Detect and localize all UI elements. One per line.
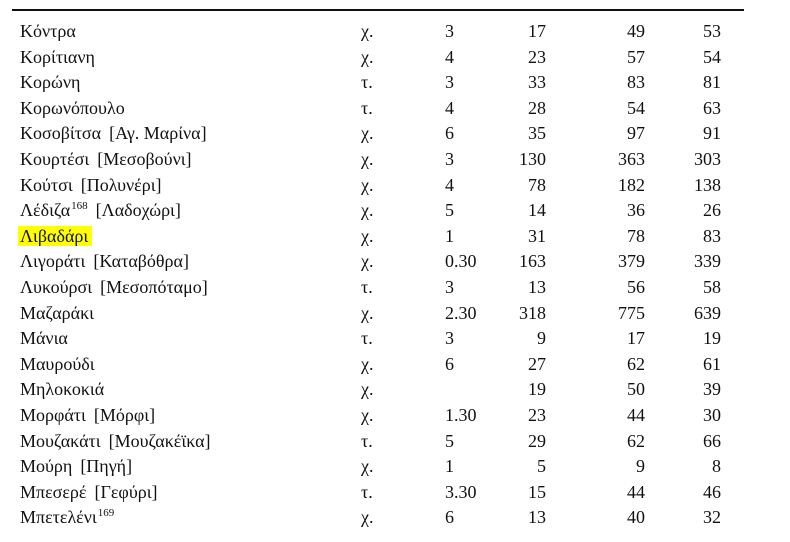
- new-name: [Αγ. Μαρίνα]: [109, 123, 207, 144]
- type-cell: χ.: [361, 148, 374, 169]
- place-name: Μούρη: [20, 456, 73, 477]
- new-name: [Πολυνέρι]: [80, 174, 162, 195]
- place-name: Μπεσερέ: [20, 481, 87, 502]
- new-name: [Μουζακέϊκα]: [108, 430, 211, 451]
- count-cell-2: 40: [627, 507, 645, 528]
- count-cell-3: 8: [712, 456, 721, 477]
- count-cell-2: 57: [627, 46, 645, 67]
- place-name: Κόντρα: [20, 21, 76, 41]
- place-name: Κορωνόπουλο: [20, 97, 125, 118]
- count-cell-1: 13: [528, 507, 546, 528]
- table-row: [0, 147, 790, 173]
- count-cell-1: 14: [528, 200, 546, 221]
- count-cell-2: 62: [627, 353, 645, 374]
- distance-cell: 6: [445, 353, 454, 374]
- type-cell: τ.: [361, 430, 373, 451]
- count-cell-3: 39: [703, 379, 721, 400]
- count-cell-2: 36: [627, 200, 645, 221]
- count-cell-2: 9: [636, 456, 645, 477]
- place-name-cell: [20, 326, 68, 352]
- table-row: [0, 275, 790, 301]
- table-row: [0, 19, 790, 45]
- distance-cell: 1: [445, 456, 454, 477]
- place-name-cell: [20, 454, 132, 480]
- place-name: Μηλοκοκιά: [20, 379, 105, 400]
- new-name: [Πηγή]: [80, 456, 133, 477]
- distance-cell: 4: [445, 174, 454, 195]
- table-row: [0, 249, 790, 275]
- count-cell-2: 775: [618, 302, 645, 323]
- place-name: Μάνια: [20, 328, 68, 349]
- place-name: Μαυρούδι: [20, 353, 95, 374]
- place-name: Κορίτιανη: [20, 46, 95, 67]
- count-cell-3: 54: [703, 46, 721, 67]
- place-name: Κοσοβίτσα: [20, 123, 102, 144]
- type-cell: χ.: [361, 302, 374, 323]
- place-name: Μπετελένι: [20, 507, 97, 528]
- type-cell: χ.: [361, 251, 374, 272]
- count-cell-3: 58: [703, 276, 721, 297]
- count-cell-1: 23: [528, 404, 546, 425]
- table-row: [0, 505, 790, 531]
- count-cell-3: 26: [703, 200, 721, 221]
- count-cell-1: 130: [519, 148, 546, 169]
- place-name-cell: [20, 249, 189, 275]
- count-cell-2: 78: [627, 225, 645, 246]
- place-name-cell: [20, 173, 162, 199]
- place-name-cell: [20, 70, 80, 96]
- count-cell-3: 30: [703, 404, 721, 425]
- table-row: [0, 121, 790, 147]
- count-cell-2: 49: [627, 21, 645, 41]
- distance-cell: 0.30: [445, 251, 477, 272]
- place-name-cell: [20, 429, 211, 455]
- type-cell: τ.: [361, 97, 373, 118]
- count-cell-1: 35: [528, 123, 546, 144]
- type-cell: χ.: [361, 46, 374, 67]
- table-row: [0, 224, 790, 250]
- count-cell-3: 46: [703, 481, 721, 502]
- count-cell-2: 17: [627, 328, 645, 349]
- distance-cell: 5: [445, 200, 454, 221]
- type-cell: χ.: [361, 225, 374, 246]
- table-row: [0, 352, 790, 378]
- count-cell-3: 19: [703, 328, 721, 349]
- table-row: [0, 429, 790, 455]
- type-cell: χ.: [361, 21, 374, 41]
- new-name: [Γεφύρι]: [94, 481, 158, 502]
- table-row: [0, 326, 790, 352]
- table-row: [0, 173, 790, 199]
- place-name-cell: [20, 301, 94, 327]
- place-name-cell: [20, 121, 207, 147]
- type-cell: χ.: [361, 353, 374, 374]
- count-cell-3: 639: [694, 302, 721, 323]
- table-row: [0, 96, 790, 122]
- type-cell: τ.: [361, 481, 373, 502]
- count-cell-3: 63: [703, 97, 721, 118]
- count-cell-1: 13: [528, 276, 546, 297]
- place-name-cell: [20, 224, 92, 250]
- place-name-cell: [20, 45, 95, 71]
- table-row: [0, 454, 790, 480]
- table-row: [0, 198, 790, 224]
- villages-table: [0, 19, 790, 531]
- count-cell-3: 91: [703, 123, 721, 144]
- count-cell-1: 23: [528, 46, 546, 67]
- footnote-number: 168: [71, 200, 88, 213]
- count-cell-1: 9: [537, 328, 546, 349]
- place-name-cell: [20, 352, 95, 378]
- count-cell-3: 339: [694, 251, 721, 272]
- count-cell-1: 163: [519, 251, 546, 272]
- count-cell-2: 379: [618, 251, 645, 272]
- type-cell: χ.: [361, 456, 374, 477]
- type-cell: χ.: [361, 174, 374, 195]
- distance-cell: 3: [445, 276, 454, 297]
- distance-cell: 4: [445, 46, 454, 67]
- place-name-cell: [20, 19, 76, 45]
- new-name: [Λαδοχώρι]: [95, 200, 181, 221]
- count-cell-1: 318: [519, 302, 546, 323]
- place-name: Λιγοράτι: [20, 251, 86, 272]
- new-name: [Καταβόθρα]: [93, 251, 189, 272]
- count-cell-3: 138: [694, 174, 721, 195]
- place-name-cell: [20, 377, 104, 403]
- distance-cell: 6: [445, 123, 454, 144]
- count-cell-1: 5: [537, 456, 546, 477]
- place-name: Λυκούρσι: [20, 276, 93, 297]
- footnote-number: 169: [97, 507, 115, 520]
- distance-cell: 2.30: [445, 302, 477, 323]
- table-row: [0, 45, 790, 71]
- count-cell-1: 28: [528, 97, 546, 118]
- count-cell-1: 31: [528, 225, 546, 246]
- place-name-cell: [20, 198, 181, 227]
- type-cell: χ.: [361, 379, 374, 400]
- top-rule: [12, 9, 744, 11]
- count-cell-2: 363: [618, 148, 645, 169]
- distance-cell: 5: [445, 430, 454, 451]
- place-name-cell: [20, 403, 155, 429]
- place-name: Μορφάτι: [20, 404, 86, 425]
- count-cell-2: 56: [627, 276, 645, 297]
- count-cell-1: 27: [528, 353, 546, 374]
- count-cell-2: 44: [627, 481, 645, 502]
- distance-cell: 1: [445, 225, 454, 246]
- table-row: [0, 70, 790, 96]
- new-name: [Μεσοβούνι]: [97, 148, 192, 169]
- type-cell: τ.: [361, 276, 373, 297]
- place-name: Κορώνη: [20, 72, 81, 93]
- type-cell: τ.: [361, 72, 373, 93]
- count-cell-3: 81: [703, 72, 721, 93]
- place-name: Κούτσι: [20, 174, 73, 195]
- type-cell: χ.: [361, 123, 374, 144]
- type-cell: χ.: [361, 507, 374, 528]
- distance-cell: 4: [445, 97, 454, 118]
- count-cell-2: 50: [627, 379, 645, 400]
- place-name-cell: [20, 96, 125, 122]
- count-cell-2: 182: [618, 174, 645, 195]
- place-name: Μαζαράκι: [20, 302, 94, 323]
- count-cell-1: 17: [528, 21, 546, 41]
- count-cell-1: 19: [528, 379, 546, 400]
- place-name-cell: [20, 275, 208, 301]
- type-cell: τ.: [361, 328, 373, 349]
- type-cell: χ.: [361, 404, 374, 425]
- count-cell-3: 303: [694, 148, 721, 169]
- distance-cell: 3.30: [445, 481, 477, 502]
- distance-cell: 6: [445, 507, 454, 528]
- place-name-cell: [20, 505, 114, 534]
- place-name: Κουρτέσι: [20, 148, 90, 169]
- count-cell-3: 53: [703, 21, 721, 41]
- place-name-cell: [20, 147, 192, 173]
- count-cell-3: 83: [703, 225, 721, 246]
- count-cell-1: 29: [528, 430, 546, 451]
- distance-cell: 3: [445, 148, 454, 169]
- table-row: [0, 403, 790, 429]
- count-cell-2: 83: [627, 72, 645, 93]
- new-name: [Μόρφι]: [93, 404, 156, 425]
- distance-cell: 1.30: [445, 404, 477, 425]
- distance-cell: 3: [445, 21, 454, 41]
- place-name: Μουζακάτι: [20, 430, 101, 451]
- count-cell-1: 33: [528, 72, 546, 93]
- distance-cell: 3: [445, 72, 454, 93]
- table-row: [0, 301, 790, 327]
- count-cell-1: 78: [528, 174, 546, 195]
- count-cell-2: 54: [627, 97, 645, 118]
- table-row: [0, 480, 790, 506]
- place-name: Λέδιζα: [20, 200, 71, 221]
- highlighted-place-name: Λιβαδάρι: [18, 226, 92, 246]
- place-name-cell: [20, 480, 158, 506]
- new-name: [Μεσοπόταμο]: [100, 276, 208, 297]
- count-cell-3: 61: [703, 353, 721, 374]
- count-cell-2: 44: [627, 404, 645, 425]
- table-row: [0, 377, 790, 403]
- type-cell: χ.: [361, 200, 374, 221]
- count-cell-2: 97: [627, 123, 645, 144]
- count-cell-3: 66: [703, 430, 721, 451]
- count-cell-3: 32: [703, 507, 721, 528]
- count-cell-2: 62: [627, 430, 645, 451]
- distance-cell: 3: [445, 328, 454, 349]
- count-cell-1: 15: [528, 481, 546, 502]
